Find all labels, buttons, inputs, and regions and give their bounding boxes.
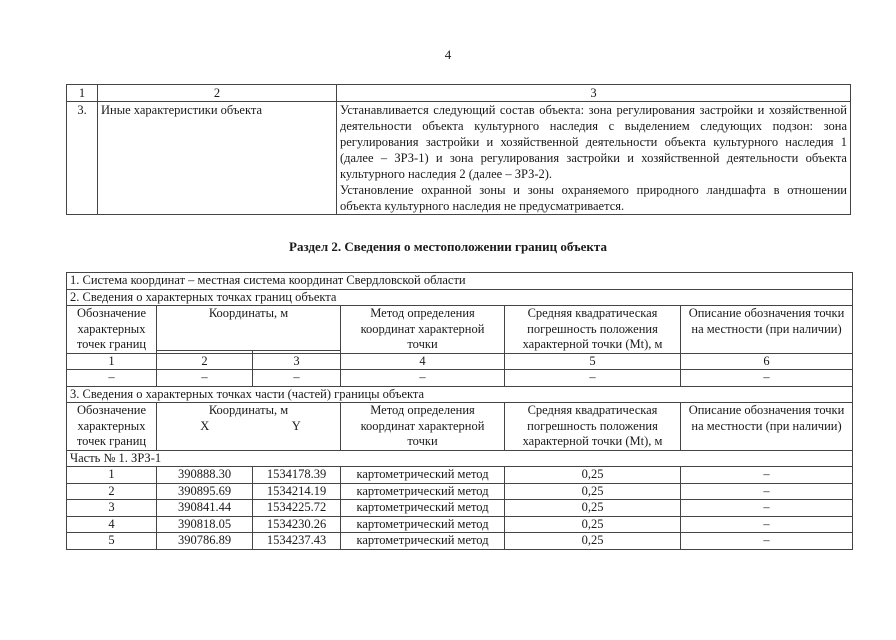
description-cell: –: [681, 516, 853, 533]
row-description: [337, 102, 851, 215]
method-cell: картометрический метод: [341, 516, 505, 533]
point-number: 1: [67, 467, 157, 484]
point-number: 4: [67, 516, 157, 533]
description-paragraph: Установление охранной зоны и зоны охраняемого природного ландшафта в отношении объекта культурного наследия не предусматривается.: [340, 183, 847, 213]
boundary-points-title: 2. Сведения о характерных точках границ объекта: [67, 289, 853, 306]
y-header: Y: [291, 418, 301, 433]
coord-x: 390818.05: [157, 516, 253, 533]
table-row: [67, 500, 853, 517]
table-row: [67, 483, 853, 500]
dash-cell: –: [253, 370, 341, 387]
error-header: Средняя квадратическая погрешность положения характерной точки (Mt), м: [505, 306, 681, 354]
description-paragraph: Устанавливается следующий состав объекта: зона регулирования застройки и хозяйственной деятельности объекта культурного наследия с выделением следующих подзон: зона регулирования застройки и хозяйственной деятельности объекта культурного наследия 1 (далее – ЗРЗ-1) и зона регулирования застройки и хозяйственной деятельности объекта культурного наследия 2 (далее – ЗРЗ-2).: [340, 103, 847, 181]
header-cell: 1: [67, 85, 98, 102]
column-number-row: [67, 353, 853, 370]
dash-cell: –: [67, 370, 157, 387]
description-cell: –: [681, 533, 853, 550]
dash-cell: –: [505, 370, 681, 387]
dash-cell: –: [681, 370, 853, 387]
coordinates-header: Координаты, м: [208, 403, 289, 417]
method-cell: картометрический метод: [341, 483, 505, 500]
coordinates-header-cell: [157, 403, 341, 451]
coord-x: 390888.30: [157, 467, 253, 484]
coord-x: 390786.89: [157, 533, 253, 550]
part-label: Часть № 1. ЗРЗ-1: [67, 450, 853, 467]
method-cell: картометрический метод: [341, 500, 505, 517]
page-number: 4: [444, 47, 452, 62]
row-name: Иные характеристики объекта: [98, 102, 337, 215]
points-body: [67, 467, 853, 550]
empty-data-row: [67, 370, 853, 387]
coord-x: 390895.69: [157, 483, 253, 500]
dash-cell: –: [341, 370, 505, 387]
column-number: 2: [157, 353, 253, 370]
point-number: 2: [67, 483, 157, 500]
column-number: 4: [341, 353, 505, 370]
coord-y: 1534178.39: [253, 467, 341, 484]
description-cell: –: [681, 467, 853, 484]
error-cell: 0,25: [505, 483, 681, 500]
designation-header: Обозначение характерных точек границ: [67, 306, 157, 354]
method-header: Метод определения координат характерной точки: [341, 403, 505, 451]
description-header: Описание обозначения точки на местности (при наличии): [681, 306, 853, 354]
table-row: [67, 102, 851, 215]
column-number: 1: [67, 353, 157, 370]
coordinates-header: Координаты, м: [157, 306, 341, 351]
column-number: 3: [253, 353, 341, 370]
method-cell: картометрический метод: [341, 467, 505, 484]
description-cell: –: [681, 500, 853, 517]
error-cell: 0,25: [505, 533, 681, 550]
part-points-title: 3. Сведения о характерных точках части (частей) границы объекта: [67, 386, 853, 403]
table-row: [67, 516, 853, 533]
header-cell: 2: [98, 85, 337, 102]
dash-cell: –: [157, 370, 253, 387]
designation-header: Обозначение характерных точек границ: [67, 403, 157, 451]
column-number: 5: [505, 353, 681, 370]
object-characteristics-table: [66, 84, 851, 215]
coordinate-system-row: 1. Система координат – местная система координат Свердловской области: [67, 273, 853, 290]
method-header: Метод определения координат характерной точки: [341, 306, 505, 354]
boundary-location-table: [66, 272, 853, 550]
coord-y: 1534214.19: [253, 483, 341, 500]
coord-x: 390841.44: [157, 500, 253, 517]
header-cell: 3: [337, 85, 851, 102]
row-number: 3.: [67, 102, 98, 215]
error-cell: 0,25: [505, 500, 681, 517]
description-cell: –: [681, 483, 853, 500]
coord-y: 1534230.26: [253, 516, 341, 533]
section-title: Раздел 2. Сведения о местоположении границ объекта: [289, 239, 607, 254]
table-row: [67, 533, 853, 550]
error-header: Средняя квадратическая погрешность положения характерной точки (Mt), м: [505, 403, 681, 451]
error-cell: 0,25: [505, 467, 681, 484]
column-number: 6: [681, 353, 853, 370]
coord-y: 1534225.72: [253, 500, 341, 517]
description-header: Описание обозначения точки на местности (при наличии): [681, 403, 853, 451]
coord-y: 1534237.43: [253, 533, 341, 550]
method-cell: картометрический метод: [341, 533, 505, 550]
table-row: [67, 467, 853, 484]
table-header-row: [67, 85, 851, 102]
point-number: 5: [67, 533, 157, 550]
error-cell: 0,25: [505, 516, 681, 533]
xy-labels: [157, 419, 340, 435]
point-number: 3: [67, 500, 157, 517]
x-header: X: [200, 418, 210, 433]
